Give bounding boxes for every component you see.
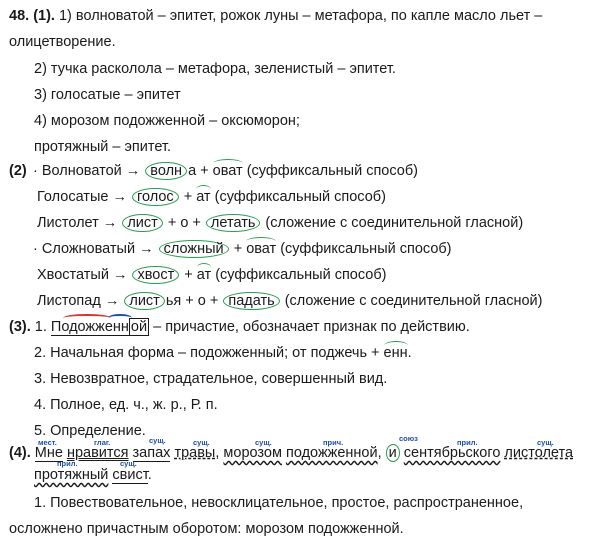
period: . [407,345,412,361]
part4-line-3: 1. Повествовательное, невосклицательное, простое, распространенное, [34,495,524,511]
predicate-word: нравится [66,445,129,461]
wordform-method: (сложение с соединительной гласной) [284,293,543,309]
part1-line-5: 4) морозом подожженной – оксюморон; [34,113,300,129]
wordform-row-5 [37,267,386,284]
suffix-arc: ат [196,189,211,205]
subject-word: свист [112,467,148,483]
wordform-row-4 [33,241,452,258]
wordform-lead: · Волноватой → [33,163,141,179]
sentence-line-1 [9,445,573,462]
part3-text-2: 2. Начальная форма – подожженный; от поджечь + [34,345,380,361]
modifier-word: морозом [223,445,282,461]
part2-marker: (2) [9,163,27,179]
comma: , [377,445,382,461]
pos-tag: прич. [323,438,344,447]
wordform-method: (сложение с соединительной гласной) [265,215,524,231]
wordform-method: (суффиксальный способ) [246,163,418,179]
task-number: 48. [9,8,30,24]
part3-line-4: 4. Полное, ед. ч., ж. р., Р. п. [34,397,218,413]
sentence-line-2 [34,467,152,484]
root-oval: голос [132,188,179,206]
part1-line-3: 2) тучка расколола – метафора, зеленистый – эпитет. [34,61,396,77]
item-number: 1. [34,319,47,335]
pos-tag: прил. [457,438,478,447]
participle-word: подожженной [285,445,378,461]
part1-line-2: олицетворение. [9,34,116,50]
conjunction-oval: и [386,444,400,462]
ending-box: ой [130,319,148,335]
part1-text-1: 1) волноватой – эпитет, рожок луны – метафора, по капле масло льет – [58,8,543,24]
pos-tag: сущ. [255,438,272,447]
wordform-row-6 [37,293,542,310]
root-oval: лист [124,292,164,310]
pos-tag: сущ. [149,436,166,445]
pos-tag: сущ. [193,438,210,447]
subject-word: запах [132,445,171,461]
participle-stem: Подожженн [50,319,129,335]
period: . [147,467,152,483]
modifier-word: протяжный [34,467,109,483]
wordform-row-3 [37,215,523,232]
part3-line-3: 3. Невозвратное, страдательное, совершенный вид. [34,371,388,387]
wordform-join: а + [188,163,209,179]
wordform-method: (суффиксальный способ) [280,241,452,257]
wordform-join: + [183,189,193,205]
wordform-method: (суффиксальный способ) [215,267,387,283]
part1-line-4: 3) голосатые – эпитет [34,87,181,103]
part4-marker: (4). [9,445,31,461]
wordform-lead: Листопад → [37,293,120,309]
part1-line-1 [9,8,542,25]
part3-line-1 [9,319,470,336]
modifier-word: сентябрьского [403,445,501,461]
wordform-lead: Хвостатый → [37,267,128,283]
wordform-join: ья + о + [165,293,219,309]
suffix-arc: оват [212,163,243,179]
wordform-row-2 [37,189,386,206]
wordform-lead: · Сложноватый → [33,241,154,257]
root-oval: лист [122,214,162,232]
pos-tag: прил. [57,459,78,468]
root-oval: волн [145,162,187,180]
subject-word: Мне [34,445,63,461]
part3-marker: (3). [9,319,31,335]
suffix-arc: енн [383,345,408,361]
object-word: листолета [504,445,574,461]
wordform-method: (суффиксальный способ) [214,189,386,205]
wordform-join: + о + [167,215,201,231]
wordform-lead: Листолет → [37,215,118,231]
root-oval: летать [206,214,260,232]
pos-tag: сущ. [537,438,554,447]
wordform-join: + [233,241,243,257]
part1-line-6: протяжный – эпитет. [34,139,171,155]
pos-tag: глаг. [94,438,111,447]
wordform-join: + [184,267,193,283]
object-word: травы [174,445,216,461]
part4-line-4: осложнено причастным оборотом: морозом подожженной. [9,521,404,537]
suffix-arc: оват [246,241,277,257]
pos-tag: мест. [38,438,57,447]
part3-line-5: 5. Определение. [34,423,146,439]
part3-line-2 [34,345,412,362]
root-oval: сложный [159,240,229,258]
pos-tag: союз [399,434,418,443]
wordform-lead: Голосатые → [37,189,127,205]
root-oval: хвост [132,266,179,284]
comma: , [215,445,220,461]
part1-marker: (1). [33,8,55,24]
suffix-arc: ат [196,267,212,283]
root-oval: падать [223,292,279,310]
part3-text-1: – причастие, обозначает признак по действию. [153,319,470,335]
wordform-row-1 [33,163,418,180]
pos-tag: сущ. [120,459,137,468]
